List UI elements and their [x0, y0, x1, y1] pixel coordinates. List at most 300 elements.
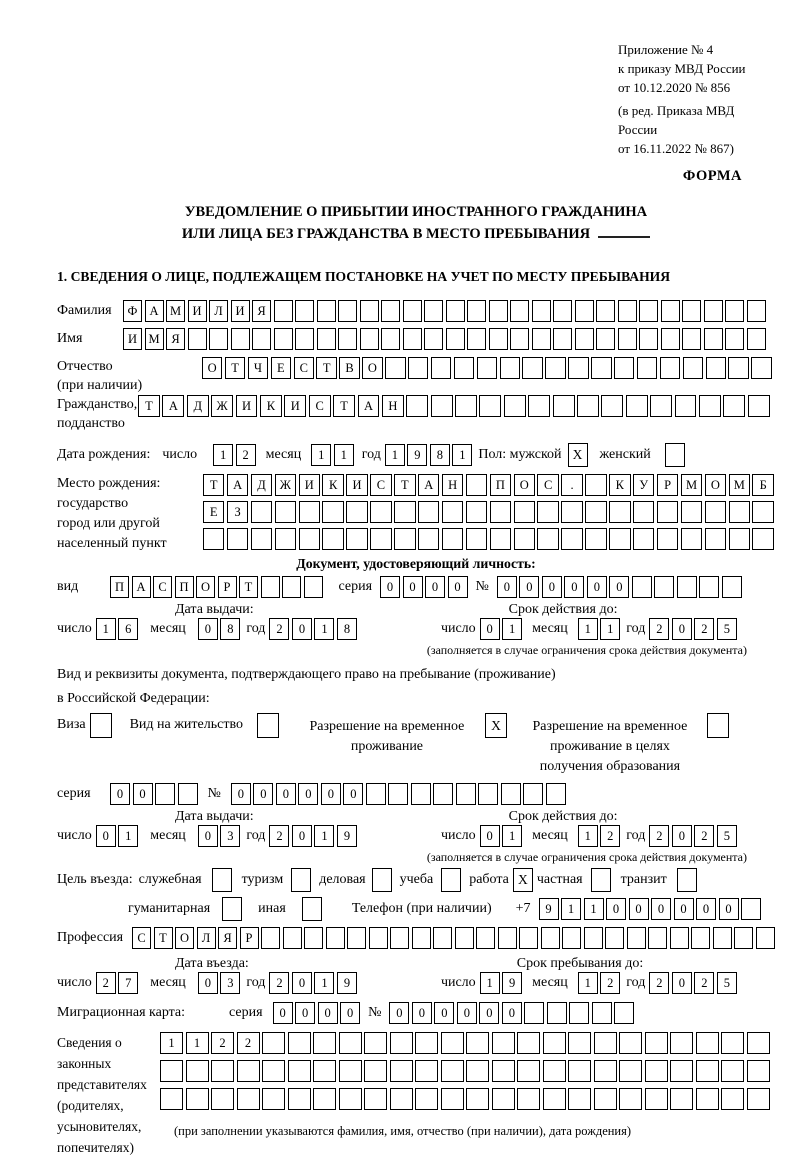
char-cell[interactable]: 2 — [600, 825, 620, 847]
char-cell[interactable] — [661, 300, 680, 322]
char-cell[interactable] — [304, 576, 323, 598]
char-cell[interactable]: 0 — [321, 783, 341, 805]
char-cell[interactable]: С — [153, 576, 172, 598]
char-cell[interactable]: 0 — [292, 618, 312, 640]
char-cell[interactable] — [478, 783, 498, 805]
char-cell[interactable] — [390, 1060, 413, 1082]
purpose-business-checkbox[interactable] — [372, 868, 392, 892]
char-cell[interactable] — [704, 328, 723, 350]
char-cell[interactable]: Я — [218, 927, 237, 949]
char-cell[interactable]: 1 — [314, 972, 334, 994]
char-cell[interactable]: 2 — [694, 618, 714, 640]
char-cell[interactable] — [211, 1088, 234, 1110]
char-cell[interactable]: М — [166, 300, 185, 322]
char-cell[interactable] — [591, 357, 611, 379]
char-cell[interactable]: 1 — [600, 618, 620, 640]
char-cell[interactable] — [660, 357, 680, 379]
char-cell[interactable] — [313, 1032, 336, 1054]
char-cell[interactable] — [705, 528, 726, 550]
char-cell[interactable] — [385, 357, 405, 379]
char-cell[interactable]: 2 — [269, 972, 289, 994]
char-cell[interactable]: 0 — [542, 576, 562, 598]
char-cell[interactable]: 0 — [276, 783, 296, 805]
char-cell[interactable]: В — [339, 357, 359, 379]
char-cell[interactable]: 0 — [133, 783, 153, 805]
char-cell[interactable]: М — [681, 474, 702, 496]
char-cell[interactable] — [657, 501, 678, 523]
char-cell[interactable] — [415, 1060, 438, 1082]
char-cell[interactable]: 0 — [497, 576, 517, 598]
char-cell[interactable] — [412, 927, 431, 949]
char-cell[interactable] — [261, 576, 280, 598]
char-cell[interactable] — [390, 1032, 413, 1054]
char-cell[interactable] — [424, 300, 443, 322]
char-cell[interactable] — [262, 1088, 285, 1110]
char-cell[interactable] — [596, 328, 615, 350]
char-cell[interactable]: 6 — [118, 618, 138, 640]
char-cell[interactable] — [605, 927, 624, 949]
char-cell[interactable]: 1 — [578, 825, 598, 847]
char-cell[interactable] — [492, 1088, 515, 1110]
char-cell[interactable] — [364, 1032, 387, 1054]
char-cell[interactable]: 0 — [696, 898, 716, 920]
char-cell[interactable] — [609, 501, 630, 523]
char-cell[interactable] — [431, 395, 453, 417]
char-cell[interactable]: 2 — [694, 825, 714, 847]
char-cell[interactable]: 1 — [118, 825, 138, 847]
char-cell[interactable]: И — [231, 300, 250, 322]
char-cell[interactable]: О — [362, 357, 382, 379]
char-cell[interactable] — [394, 528, 415, 550]
char-cell[interactable] — [322, 501, 343, 523]
char-cell[interactable]: Л — [197, 927, 216, 949]
char-cell[interactable] — [466, 528, 487, 550]
char-cell[interactable] — [594, 1032, 617, 1054]
char-cell[interactable]: 1 — [452, 444, 472, 466]
char-cell[interactable] — [637, 357, 657, 379]
purpose-work-checkbox[interactable]: X — [513, 868, 533, 892]
char-cell[interactable] — [394, 501, 415, 523]
char-cell[interactable] — [756, 927, 775, 949]
char-cell[interactable] — [446, 328, 465, 350]
char-cell[interactable] — [455, 395, 477, 417]
char-cell[interactable] — [562, 927, 581, 949]
char-cell[interactable]: 2 — [211, 1032, 234, 1054]
residence-permit-checkbox[interactable] — [257, 713, 279, 738]
char-cell[interactable] — [441, 1088, 464, 1110]
char-cell[interactable] — [654, 576, 674, 598]
char-cell[interactable]: 2 — [269, 618, 289, 640]
char-cell[interactable] — [466, 501, 487, 523]
char-cell[interactable]: 0 — [292, 972, 312, 994]
char-cell[interactable] — [262, 1032, 285, 1054]
char-cell[interactable]: 7 — [118, 972, 138, 994]
char-cell[interactable] — [454, 357, 474, 379]
char-cell[interactable] — [477, 357, 497, 379]
char-cell[interactable] — [431, 357, 451, 379]
char-cell[interactable] — [295, 328, 314, 350]
char-cell[interactable] — [251, 501, 272, 523]
char-cell[interactable]: 0 — [96, 825, 116, 847]
char-cell[interactable] — [584, 927, 603, 949]
char-cell[interactable] — [415, 1032, 438, 1054]
char-cell[interactable] — [713, 927, 732, 949]
char-cell[interactable] — [670, 1060, 693, 1082]
char-cell[interactable] — [433, 783, 453, 805]
char-cell[interactable] — [295, 300, 314, 322]
char-cell[interactable]: С — [370, 474, 391, 496]
char-cell[interactable]: Р — [240, 927, 259, 949]
char-cell[interactable]: 1 — [578, 972, 598, 994]
char-cell[interactable] — [209, 328, 228, 350]
char-cell[interactable] — [489, 328, 508, 350]
char-cell[interactable] — [645, 1060, 668, 1082]
char-cell[interactable]: 0 — [519, 576, 539, 598]
char-cell[interactable] — [160, 1060, 183, 1082]
char-cell[interactable]: Т — [239, 576, 258, 598]
char-cell[interactable] — [517, 1060, 540, 1082]
char-cell[interactable] — [237, 1060, 260, 1082]
char-cell[interactable] — [466, 1088, 489, 1110]
char-cell[interactable] — [466, 1032, 489, 1054]
char-cell[interactable] — [411, 783, 431, 805]
char-cell[interactable] — [186, 1088, 209, 1110]
char-cell[interactable]: 0 — [198, 825, 218, 847]
char-cell[interactable] — [553, 328, 572, 350]
char-cell[interactable]: 1 — [96, 618, 116, 640]
char-cell[interactable] — [614, 1002, 634, 1024]
char-cell[interactable] — [614, 357, 634, 379]
char-cell[interactable] — [227, 528, 248, 550]
char-cell[interactable] — [682, 300, 701, 322]
char-cell[interactable] — [696, 1032, 719, 1054]
char-cell[interactable] — [553, 395, 575, 417]
char-cell[interactable] — [670, 927, 689, 949]
char-cell[interactable]: 2 — [649, 825, 669, 847]
char-cell[interactable]: 0 — [448, 576, 468, 598]
char-cell[interactable]: И — [284, 395, 306, 417]
char-cell[interactable] — [274, 328, 293, 350]
char-cell[interactable] — [282, 576, 301, 598]
char-cell[interactable]: 1 — [578, 618, 598, 640]
char-cell[interactable]: 9 — [337, 972, 357, 994]
char-cell[interactable]: Т — [154, 927, 173, 949]
char-cell[interactable] — [547, 1002, 567, 1024]
char-cell[interactable] — [388, 783, 408, 805]
char-cell[interactable]: Д — [251, 474, 272, 496]
char-cell[interactable] — [415, 1088, 438, 1110]
char-cell[interactable] — [523, 783, 543, 805]
char-cell[interactable] — [441, 1032, 464, 1054]
char-cell[interactable] — [722, 576, 742, 598]
char-cell[interactable] — [369, 927, 388, 949]
char-cell[interactable] — [492, 1032, 515, 1054]
char-cell[interactable] — [568, 1088, 591, 1110]
char-cell[interactable] — [725, 328, 744, 350]
char-cell[interactable]: 1 — [561, 898, 581, 920]
char-cell[interactable] — [299, 501, 320, 523]
char-cell[interactable] — [522, 357, 542, 379]
char-cell[interactable] — [553, 300, 572, 322]
char-cell[interactable]: 1 — [584, 898, 604, 920]
char-cell[interactable]: Л — [209, 300, 228, 322]
char-cell[interactable]: Т — [316, 357, 336, 379]
char-cell[interactable]: А — [227, 474, 248, 496]
char-cell[interactable] — [211, 1060, 234, 1082]
char-cell[interactable] — [747, 1088, 770, 1110]
char-cell[interactable]: 0 — [651, 898, 671, 920]
char-cell[interactable]: 3 — [220, 825, 240, 847]
char-cell[interactable]: О — [705, 474, 726, 496]
char-cell[interactable] — [467, 300, 486, 322]
char-cell[interactable] — [490, 501, 511, 523]
char-cell[interactable]: 0 — [674, 898, 694, 920]
char-cell[interactable] — [339, 1088, 362, 1110]
char-cell[interactable]: 0 — [295, 1002, 315, 1024]
char-cell[interactable]: 2 — [236, 444, 256, 466]
char-cell[interactable]: М — [729, 474, 750, 496]
char-cell[interactable]: 2 — [649, 972, 669, 994]
char-cell[interactable] — [619, 1088, 642, 1110]
char-cell[interactable]: Ж — [275, 474, 296, 496]
char-cell[interactable]: 0 — [198, 618, 218, 640]
char-cell[interactable] — [433, 927, 452, 949]
char-cell[interactable]: 0 — [389, 1002, 409, 1024]
char-cell[interactable]: О — [175, 927, 194, 949]
char-cell[interactable] — [748, 395, 770, 417]
char-cell[interactable] — [568, 1060, 591, 1082]
char-cell[interactable] — [251, 528, 272, 550]
char-cell[interactable]: 2 — [269, 825, 289, 847]
char-cell[interactable] — [275, 528, 296, 550]
char-cell[interactable]: О — [202, 357, 222, 379]
char-cell[interactable] — [729, 501, 750, 523]
char-cell[interactable] — [317, 328, 336, 350]
char-cell[interactable] — [442, 501, 463, 523]
char-cell[interactable]: 8 — [430, 444, 450, 466]
char-cell[interactable]: 0 — [434, 1002, 454, 1024]
char-cell[interactable]: 0 — [340, 1002, 360, 1024]
char-cell[interactable] — [446, 300, 465, 322]
char-cell[interactable] — [568, 1032, 591, 1054]
char-cell[interactable] — [501, 783, 521, 805]
char-cell[interactable]: 0 — [403, 576, 423, 598]
char-cell[interactable] — [492, 1060, 515, 1082]
char-cell[interactable] — [677, 576, 697, 598]
char-cell[interactable] — [370, 528, 391, 550]
char-cell[interactable] — [188, 328, 207, 350]
char-cell[interactable] — [313, 1088, 336, 1110]
char-cell[interactable]: Е — [203, 501, 224, 523]
char-cell[interactable] — [514, 528, 535, 550]
char-cell[interactable]: О — [514, 474, 535, 496]
char-cell[interactable] — [747, 328, 766, 350]
char-cell[interactable]: М — [145, 328, 164, 350]
char-cell[interactable] — [537, 528, 558, 550]
char-cell[interactable]: 0 — [587, 576, 607, 598]
char-cell[interactable] — [275, 501, 296, 523]
char-cell[interactable] — [633, 501, 654, 523]
char-cell[interactable]: 0 — [253, 783, 273, 805]
char-cell[interactable]: 5 — [717, 618, 737, 640]
char-cell[interactable] — [360, 328, 379, 350]
char-cell[interactable]: 0 — [479, 1002, 499, 1024]
char-cell[interactable]: 1 — [334, 444, 354, 466]
char-cell[interactable] — [594, 1060, 617, 1082]
char-cell[interactable] — [528, 395, 550, 417]
char-cell[interactable] — [645, 1088, 668, 1110]
char-cell[interactable]: 0 — [672, 972, 692, 994]
char-cell[interactable] — [661, 328, 680, 350]
char-cell[interactable] — [237, 1088, 260, 1110]
char-cell[interactable] — [155, 783, 175, 805]
char-cell[interactable] — [585, 474, 606, 496]
char-cell[interactable] — [466, 474, 487, 496]
male-checkbox[interactable]: X — [568, 443, 588, 467]
char-cell[interactable] — [304, 927, 323, 949]
char-cell[interactable] — [203, 528, 224, 550]
char-cell[interactable]: Н — [382, 395, 404, 417]
char-cell[interactable] — [517, 1032, 540, 1054]
char-cell[interactable] — [729, 528, 750, 550]
char-cell[interactable]: 2 — [600, 972, 620, 994]
char-cell[interactable] — [670, 1088, 693, 1110]
char-cell[interactable] — [339, 1032, 362, 1054]
char-cell[interactable]: С — [294, 357, 314, 379]
char-cell[interactable] — [639, 328, 658, 350]
purpose-transit-checkbox[interactable] — [677, 868, 697, 892]
char-cell[interactable]: И — [346, 474, 367, 496]
char-cell[interactable] — [721, 1032, 744, 1054]
char-cell[interactable] — [543, 1060, 566, 1082]
char-cell[interactable]: И — [123, 328, 142, 350]
char-cell[interactable]: 0 — [318, 1002, 338, 1024]
char-cell[interactable] — [252, 328, 271, 350]
char-cell[interactable] — [596, 300, 615, 322]
char-cell[interactable]: 8 — [220, 618, 240, 640]
temp-residence-checkbox[interactable]: X — [485, 713, 507, 738]
char-cell[interactable] — [338, 300, 357, 322]
char-cell[interactable] — [381, 300, 400, 322]
char-cell[interactable] — [633, 528, 654, 550]
char-cell[interactable] — [519, 927, 538, 949]
char-cell[interactable] — [288, 1032, 311, 1054]
char-cell[interactable]: З — [227, 501, 248, 523]
char-cell[interactable]: 0 — [480, 618, 500, 640]
char-cell[interactable] — [601, 395, 623, 417]
purpose-official-checkbox[interactable] — [212, 868, 232, 892]
char-cell[interactable]: 0 — [198, 972, 218, 994]
char-cell[interactable] — [186, 1060, 209, 1082]
char-cell[interactable] — [498, 927, 517, 949]
char-cell[interactable] — [568, 357, 588, 379]
purpose-humanitarian-checkbox[interactable] — [222, 897, 242, 921]
char-cell[interactable]: 0 — [298, 783, 318, 805]
char-cell[interactable]: 0 — [606, 898, 626, 920]
char-cell[interactable] — [585, 501, 606, 523]
char-cell[interactable] — [751, 357, 771, 379]
char-cell[interactable] — [338, 328, 357, 350]
char-cell[interactable]: 0 — [273, 1002, 293, 1024]
char-cell[interactable]: 1 — [213, 444, 233, 466]
char-cell[interactable] — [683, 357, 703, 379]
char-cell[interactable] — [274, 300, 293, 322]
char-cell[interactable]: Д — [187, 395, 209, 417]
char-cell[interactable]: А — [145, 300, 164, 322]
char-cell[interactable] — [577, 395, 599, 417]
char-cell[interactable] — [517, 1088, 540, 1110]
char-cell[interactable]: 9 — [502, 972, 522, 994]
char-cell[interactable]: 0 — [231, 783, 251, 805]
char-cell[interactable]: Т — [333, 395, 355, 417]
char-cell[interactable]: Е — [271, 357, 291, 379]
char-cell[interactable]: 0 — [457, 1002, 477, 1024]
char-cell[interactable]: 0 — [672, 618, 692, 640]
char-cell[interactable] — [699, 576, 719, 598]
char-cell[interactable] — [390, 927, 409, 949]
char-cell[interactable]: 0 — [629, 898, 649, 920]
char-cell[interactable]: Н — [442, 474, 463, 496]
char-cell[interactable]: П — [175, 576, 194, 598]
char-cell[interactable]: П — [490, 474, 511, 496]
char-cell[interactable] — [546, 783, 566, 805]
char-cell[interactable]: 2 — [649, 618, 669, 640]
char-cell[interactable]: 0 — [609, 576, 629, 598]
char-cell[interactable] — [322, 528, 343, 550]
char-cell[interactable] — [585, 528, 606, 550]
char-cell[interactable] — [569, 1002, 589, 1024]
char-cell[interactable] — [545, 357, 565, 379]
char-cell[interactable] — [467, 328, 486, 350]
char-cell[interactable] — [696, 1060, 719, 1082]
char-cell[interactable]: И — [236, 395, 258, 417]
char-cell[interactable] — [543, 1032, 566, 1054]
char-cell[interactable]: К — [260, 395, 282, 417]
char-cell[interactable]: Т — [138, 395, 160, 417]
char-cell[interactable]: Т — [203, 474, 224, 496]
char-cell[interactable] — [455, 927, 474, 949]
char-cell[interactable] — [510, 328, 529, 350]
char-cell[interactable]: Т — [394, 474, 415, 496]
char-cell[interactable] — [747, 1032, 770, 1054]
char-cell[interactable]: 2 — [694, 972, 714, 994]
char-cell[interactable] — [466, 1060, 489, 1082]
char-cell[interactable] — [489, 300, 508, 322]
char-cell[interactable]: 0 — [425, 576, 445, 598]
char-cell[interactable]: С — [132, 927, 151, 949]
char-cell[interactable] — [650, 395, 672, 417]
char-cell[interactable] — [648, 927, 667, 949]
char-cell[interactable]: 2 — [237, 1032, 260, 1054]
char-cell[interactable] — [364, 1088, 387, 1110]
char-cell[interactable]: Т — [225, 357, 245, 379]
char-cell[interactable] — [408, 357, 428, 379]
char-cell[interactable]: 9 — [539, 898, 559, 920]
char-cell[interactable]: А — [418, 474, 439, 496]
char-cell[interactable]: 1 — [314, 618, 334, 640]
char-cell[interactable] — [543, 1088, 566, 1110]
purpose-tourism-checkbox[interactable] — [291, 868, 311, 892]
char-cell[interactable] — [682, 328, 701, 350]
char-cell[interactable] — [619, 1032, 642, 1054]
char-cell[interactable]: Ч — [248, 357, 268, 379]
char-cell[interactable] — [406, 395, 428, 417]
char-cell[interactable] — [441, 1060, 464, 1082]
char-cell[interactable] — [364, 1060, 387, 1082]
char-cell[interactable]: 3 — [220, 972, 240, 994]
char-cell[interactable]: 0 — [292, 825, 312, 847]
char-cell[interactable] — [390, 1088, 413, 1110]
